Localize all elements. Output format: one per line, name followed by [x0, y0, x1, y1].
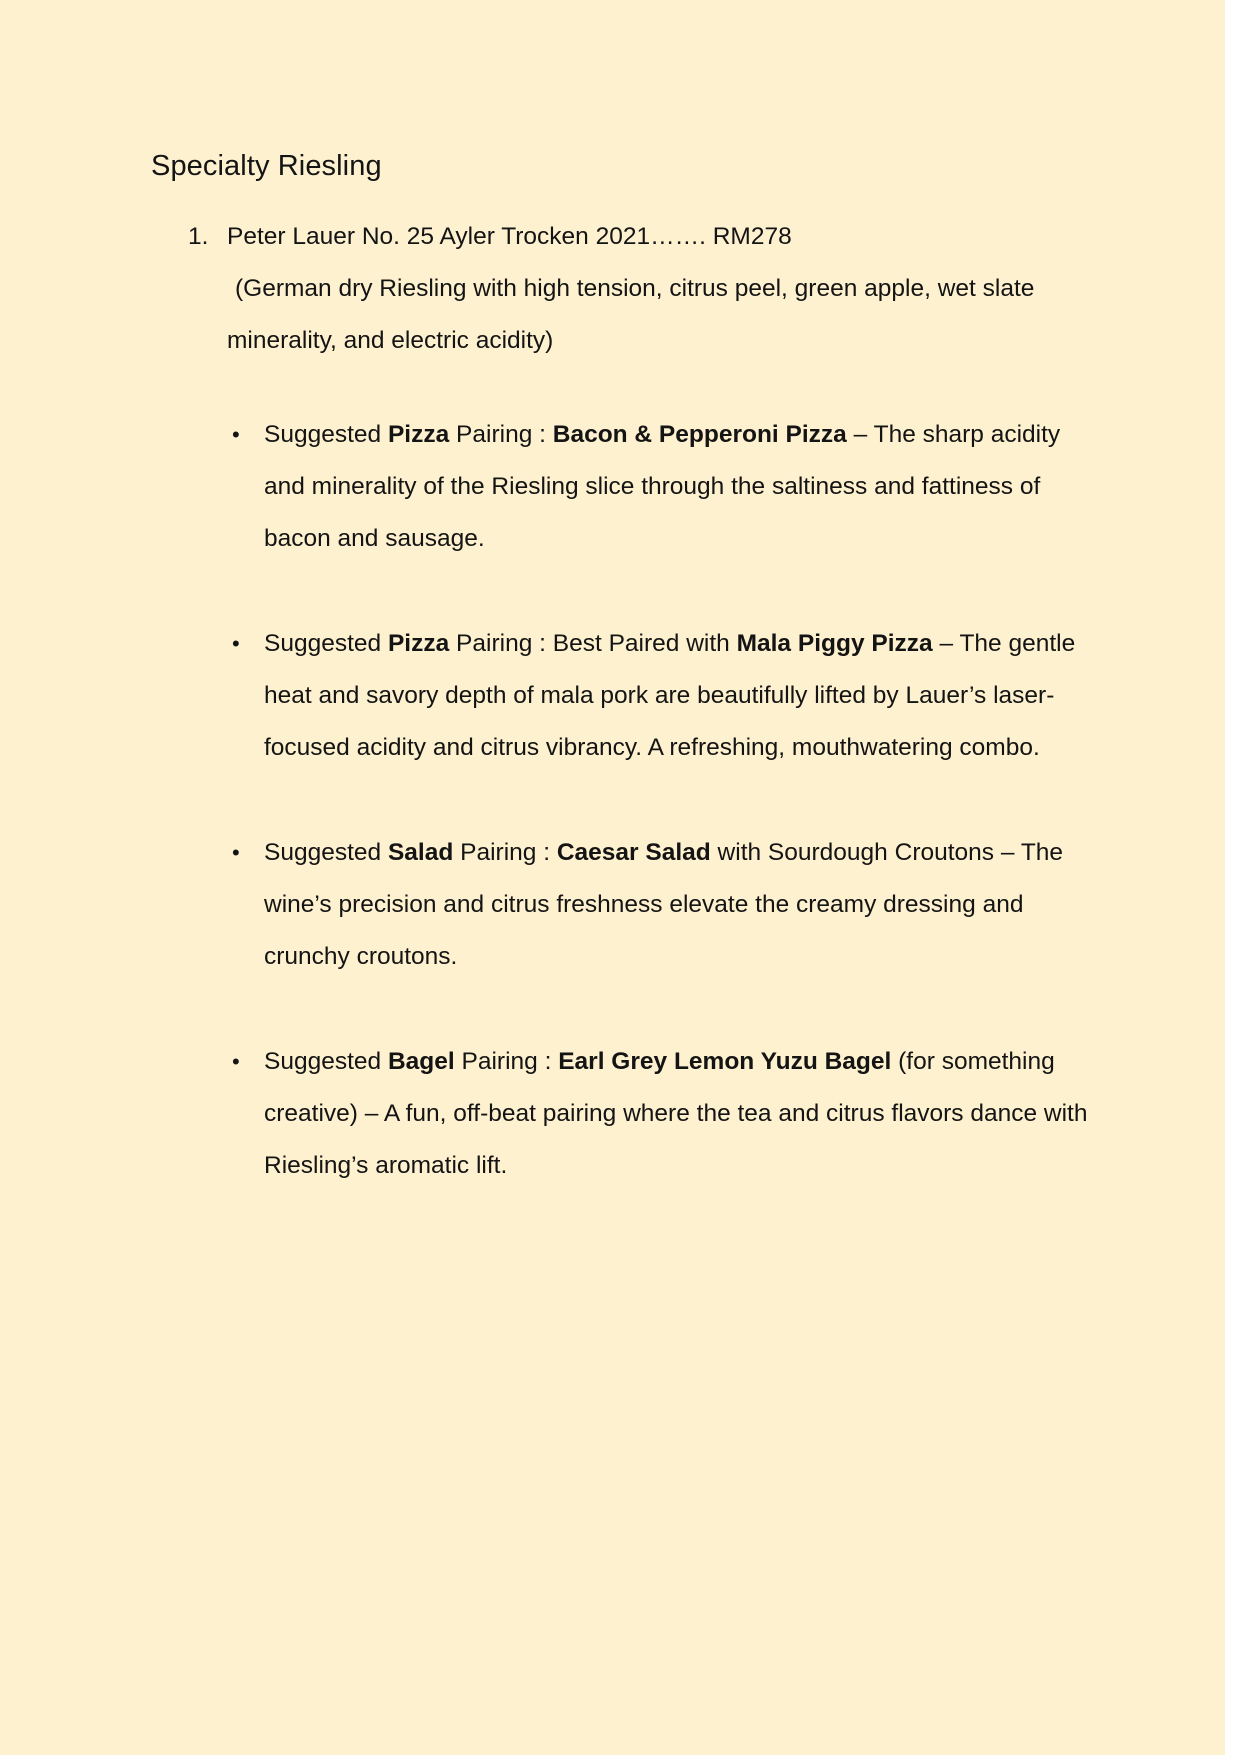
pairing-list — [232, 409, 1094, 1245]
pairing-item — [232, 409, 1094, 565]
wine-description: (German dry Riesling with high tension, citrus peel, green apple, wet slate minerality, and electric acidity) — [227, 275, 1035, 354]
pairing-description: (for something creative) – A fun, off-beat pairing where the tea and citrus flavors dance with Riesling’s aromatic lift. — [264, 1048, 1088, 1179]
section-heading: Specialty Riesling — [151, 150, 382, 182]
pairing-item — [232, 827, 1094, 983]
pairing-item — [232, 618, 1094, 774]
pairing-category: Salad — [387, 839, 454, 866]
pairing-mid: Pairing : — [449, 630, 553, 657]
pairing-prefix: Suggested — [264, 421, 388, 448]
pairing-dish: Mala Piggy Pizza — [736, 630, 933, 657]
pairing-dish: Earl Grey Lemon Yuzu Bagel — [558, 1048, 892, 1075]
pairing-dish: Caesar Salad — [556, 839, 711, 866]
pairing-category: Bagel — [387, 1048, 455, 1075]
pairing-description: – The gentle heat and savory depth of mala pork are beautifully lifted by Lauer’s laser-focused acidity and citrus vibrancy. A refreshing, mouthwatering combo. — [264, 630, 1076, 761]
pairing-mid: Pairing : — [454, 1048, 559, 1075]
pairing-item — [232, 1036, 1094, 1192]
pairing-category: Pizza — [387, 630, 450, 657]
pairing-category: Pizza — [387, 421, 450, 448]
bullet-icon: • — [232, 1049, 240, 1074]
bullet-icon: • — [232, 840, 240, 865]
wine-item-number: 1. — [188, 223, 209, 250]
wine-title: Peter Lauer No. 25 Ayler Trocken 2021……. RM278 — [227, 223, 792, 250]
pairing-mid: Pairing : — [453, 839, 557, 866]
pairing-prefix: Suggested — [264, 630, 388, 657]
pairing-prefix: Suggested — [264, 1048, 388, 1075]
pairing-prefix: Suggested — [264, 839, 388, 866]
pairing-lead: Best Paired with — [552, 630, 737, 657]
pairing-description: with Sourdough Croutons – The wine’s precision and citrus freshness elevate the creamy dressing and crunchy croutons. — [264, 839, 1064, 970]
pairing-mid: Pairing : — [449, 421, 553, 448]
pairing-dish: Bacon & Pepperoni Pizza — [552, 421, 847, 448]
bullet-icon: • — [232, 422, 240, 447]
pairing-description: – The sharp acidity and minerality of the Riesling slice through the saltiness and fattiness of bacon and sausage. — [264, 421, 1061, 552]
bullet-icon: • — [232, 631, 240, 656]
